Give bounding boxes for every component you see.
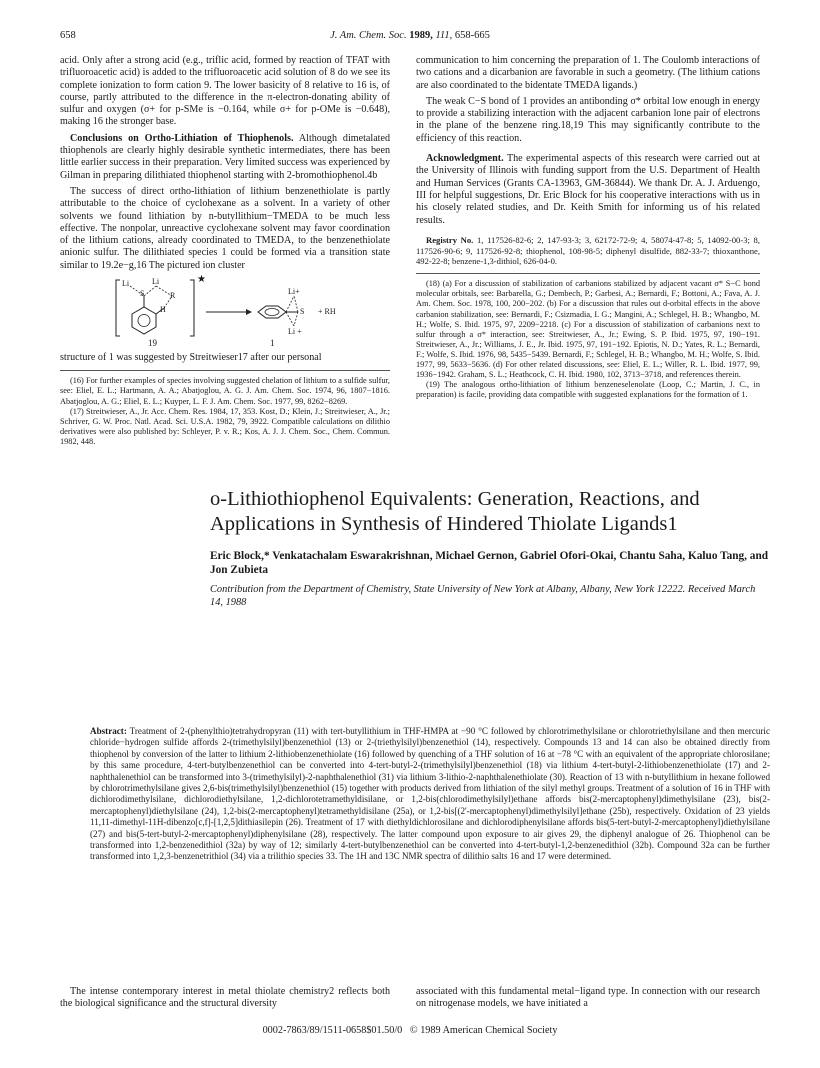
scheme-li-label-2: Li <box>152 277 160 287</box>
scheme-li-plus-bottom: Li + <box>288 327 302 337</box>
compound-number-1: 1 <box>270 338 275 349</box>
scheme-li-plus-top: Li+ <box>288 287 300 297</box>
intro-left <box>60 986 390 1011</box>
paragraph: communication to him concerning the preparation of 1. The Coulomb interactions of two cations and a dicarbanion are favorable in such a geometry. (The lithium cations are also coordinated to the bidentate TMEDA ligands.) <box>416 55 760 91</box>
footnote-16: (16) For further examples of species involving suggested chelation of lithium to a sulfide sulfur, see: Eliel, E. L.; Hartmann, A. A.; Abatjoglou, A. G. J. Am. Chem. Soc. 1974, 96, 1807−1816. Abatjoglou, A. G.; Eliel, E. L.; Kuyper, L. F. J. Am. Chem. Soc. 1977, 99, 8262−8269. <box>60 376 390 406</box>
scheme-h-label: H <box>160 305 166 315</box>
footnotes-right <box>416 279 760 400</box>
footnote-19: (19) The analogous ortho-lithiation of lithium benzeneselenolate (Loop, C.; Martin, J. C., in preparation) is facile, providing data compatible with suggested explanations for the formation of 1. <box>416 380 760 400</box>
article-authors: Eric Block,* Venkatachalam Eswarakrishnan, Michael Gernon, Gabriel Ofori-Okai, Chantu Saha, Kaluo Tang, and Jon Zubieta <box>210 550 769 576</box>
journal-reference: J. Am. Chem. Soc. 1989, 111, 658-665 <box>330 30 490 41</box>
article-title: o-Lithiothiophenol Equivalents: Generation, Reactions, and Applications in Synthesis of Hindered Thiolate Ligands1 <box>210 488 700 535</box>
intro-paragraph: The intense contemporary interest in metal thiolate chemistry2 reflects both the biological significance and the structural diversity <box>60 986 390 1010</box>
left-column <box>60 55 390 447</box>
scheme-drawing <box>60 276 390 348</box>
page-number: 658 <box>60 30 76 41</box>
acknowledgment: Acknowledgment. The experimental aspects of this research were carried out at the University of Illinois with funding support from the U.S. Department of Health and Human Services (Grants CA-13963, GM-36844). We thank Dr. A. J. Arduengo, III for helpful suggestions, Dr. Eric Block for his cooperative interactions with us in his closely related studies, and Dr. Keith Smith for informing us of his related results. <box>416 153 761 226</box>
footnotes-left <box>60 376 390 447</box>
article-contribution: Contribution from the Department of Chemistry, State University of New York at Albany, Albany, New York 12222. Received March 14, 1988 <box>210 584 756 608</box>
section-heading: Conclusions on Ortho-Lithiation of Thiophenols. <box>70 132 294 144</box>
registry-numbers: Registry No. 1, 117526-82-6; 2, 147-93-3; 3, 62172-72-9; 4, 58074-47-8; 5, 14092-00-3; 8, 117526-90-6; 9, 117526-92-8; thiophenol, 108-98-5; diphenyl disulfide, 882-33-7; thioxanthone, 492-22-8; benzene-1,3-dithiol, 626-04-0. <box>416 234 760 267</box>
footnote-rule <box>416 273 760 274</box>
footer-code: 0002-7863/89/1511-0658$01.50/0 <box>262 1025 403 1036</box>
registry-heading: Registry No. <box>426 234 474 245</box>
page-footer <box>0 1025 820 1036</box>
right-column <box>416 55 760 400</box>
paragraph: Conclusions on Ortho-Lithiation of Thiophenols. Although dimetalated thiophenols are clearly highly desirable synthetic intermediates, there has been little earlier success in their preparation. Very limited success was experienced by Gilman in preparing dilithiated thiophenol starting with 2-bromothiophenol.4b <box>60 132 390 181</box>
scheme-s-minus: S <box>300 307 305 317</box>
ack-heading: Acknowledgment. <box>426 153 504 165</box>
scheme-plus-rh: + RH <box>318 307 336 317</box>
scheme-s-label: S <box>140 289 145 299</box>
scheme-r-label: R <box>170 291 176 301</box>
paragraph: structure of 1 was suggested by Streitwieser17 after our personal <box>60 352 322 364</box>
paragraph: The weak C−S bond of 1 provides an antibonding σ* orbital low enough in energy to provide a stabilizing interaction with the adjacent carbanion lone pair of electrons in the plane of the benzene ring.18,19 This may significantly contribute to the efficiency of this reaction. <box>416 95 760 144</box>
footnote-17: (17) Streitwieser, A., Jr. Acc. Chem. Res. 1984, 17, 353. Kost, D.; Klein, J.; Streitwieser, A., Jr.; Schriver, G. W. Proc. Natl. Acad. Sci. U.S.A. 1982, 79, 3922. Compatible calculations on dilithio derivatives were also published by: Schleyer, P. v. R.; Kos, A. J. J. Chem. Soc., Chem. Commun. 1982, 448. <box>60 406 390 446</box>
scheme-li-label: Li <box>122 279 130 289</box>
compound-number-19: 19 <box>148 338 157 349</box>
scheme-star: ★ <box>197 274 206 286</box>
abstract-text: Treatment of 2-(phenylthio)tetrahydropyran (11) with tert-butyllithium in THF-HMPA at −90 °C followed by chlorotrimethylsilane or chlorotriethylsilane and then mercuric chloride−hydrogen sulfide affords 2-(trimethylsilyl)benzenethiol (13) or 2-(triethylsilyl)benzenethiol (14), respectively. Compounds 13 and 14 can also be obtained directly from thiophenol by conversion of the latter to lithium 2-lithiobenzenethiolate (16) followed by quenching of a THF solution of 16 at −78 °C with an equivalent of the appropriate chlorosilane; by this same procedure, 4-tert-butylbenzenethiol can be converted into 4-tert-butyl-2-(trimethylsilyl)benzenethiol (18) via lithium 4-tert-butyl-2-lithiobenzenethiolate (17) and 2-naphthalenethiol can be transformed into 3-(trimethylsilyl)-2-naphthalenethiol (31) via lithium 3-lithio-2-naphthalenethiolate (30). Reaction of 13 with n-butyllithium in hexane followed by chlorotrimethylsilane gives 2,6-bis(trimethylsilyl)benzenethiol (15) together with products derived from lithiation of the silyl methyl groups. Treatment of a solution of 16 in THF with dichlorodimethylsilane, dichlorodiethylsilane, 1,2-dichlorotetramethyldisilane, or 1,2-bis(chlorodimethylsilyl)ethane affords bis(2-mercaptophenyl)dimethylsilane (23), bis(2-mercaptophenyl)diethylsilane (24), 1,2-bis(2-mercaptophenyl)tetramethyldisilane (25a), or 1,2-bis[(2'-mercaptophenyl)dimethylsilyl]ethane (25b), respectively. Oxidation of 23 yields 11,11-dimethyl-11H-dibenzo[c,f]-[1,2,5]dithiasilepin (26). Treatment of 17 with diethyldichlorosilane and dichlorodiphenylsilane affords bis(5-tert-butyl-2-mercaptophenyl)diethylsilane (27) and bis(5-tert-butyl-2-mercaptophenyl)diphenylsilane (28), respectively. The latter compound upon exposure to air gives 29, the diphenyl analogue of 26. Thiophenol can be transformed into 1,2-benzenedithiol (32a) by way of 12; similarly 4-tert-butylbenzenethiol can be converted into 4-tert-butyl-1,2-benzenedithiol (32b). Compound 32a can be further transformed into 1,2,3-benzenetrithiol (34) via a trilithio species 33. The 1H and 13C NMR spectra of dilithio salts 16 and 17 were determined. <box>90 726 770 862</box>
footer-copyright: © 1989 American Chemical Society <box>409 1025 558 1036</box>
paragraph: The success of direct ortho-lithiation of lithium benzenethiolate is partly attributable to the choice of cyclohexane as a solvent. In a variety of other solvents we found lithiation by n-butyllithium−TMEDA to be much less effective. The nonpolar, unreactive cyclohexane solvent may favor coordination of the lithium cations, already coordinated to TMEDA, to the benzenethiolate anionic sulfur. The dilithiated species 1 could be formed via a transition state similar to 19.2e−g,16 The pictured ion cluster <box>60 185 390 271</box>
footnote-18: (18) (a) For a discussion of stabilization of carbanions stabilized by adjacent vacant σ* S−C bond molecular orbitals, see: Barbarella, G.; Dembech, P.; Garbesi, A.; Bernardi, F.; Bottoni, A.; Fava, A. J. Am. Chem. Soc. 1978, 100, 200−202. (b) For a discussion that rules out d-orbital effects in the above carbanion stabilization, see: Bernardi, F.; Csizmadia, I. G.; Mangini, A.; Schlegel, H. B.; Whangbo, M. H.; Wolfe, S. Ibid. 1975, 97, 2209−2218. (c) For a discussion of stabilization of carbanions next to sulfur through a σ* interaction, see: Streitwieser, A., Jr.; Ewing, S. P. Ibid. 1975, 97, 190−191. Streitwieser, A., Jr.; Williams, J. E., Jr. Ibid. 1975, 97, 191−192. Epiotis, N. D.; Yates, R. L.; Bernardi, F.; Wolfe, S. Ibid. 1976, 98, 5435−5439. Bernardi, F.; Schlegel, H. B.; Whangbo, M. H.; Wolfe, S. Ibid. 1977, 99, 5633−5636. (d) For other related discussions, see: Eliel, E. L.; Willer, R. L. Ibid. 1977, 99, 1936−1942. Graham, S. L.; Heathcock, C. H. Ibid. 1980, 102, 3713−3718, and references therein. <box>416 279 760 380</box>
intro-paragraph: associated with this fundamental metal−ligand type. In connection with our research on nitrogenase models, we have initiated a <box>416 986 760 1010</box>
paragraph: acid. Only after a strong acid (e.g., triflic acid, formed by reaction of TFAT with trifluoroacetic acid) is added to the trifluoroacetic acid solution of 8 do we see its complete ionization to form cation 9. The lower basicity of 8 relative to 16 is, of course, partly attributed to the difference in the π-electron-donating ability of sulfur and oxygen (σ+ for p-SMe is −0.164, while σ+ for p-OMe is −0.648), making 16 the stronger base. <box>60 55 390 128</box>
abstract-label: Abstract: <box>90 726 127 736</box>
intro-right <box>416 986 760 1011</box>
reaction-scheme <box>60 276 390 348</box>
footnote-rule <box>60 370 390 371</box>
running-head <box>60 30 760 46</box>
abstract <box>90 726 770 863</box>
article-title-block <box>210 487 770 609</box>
